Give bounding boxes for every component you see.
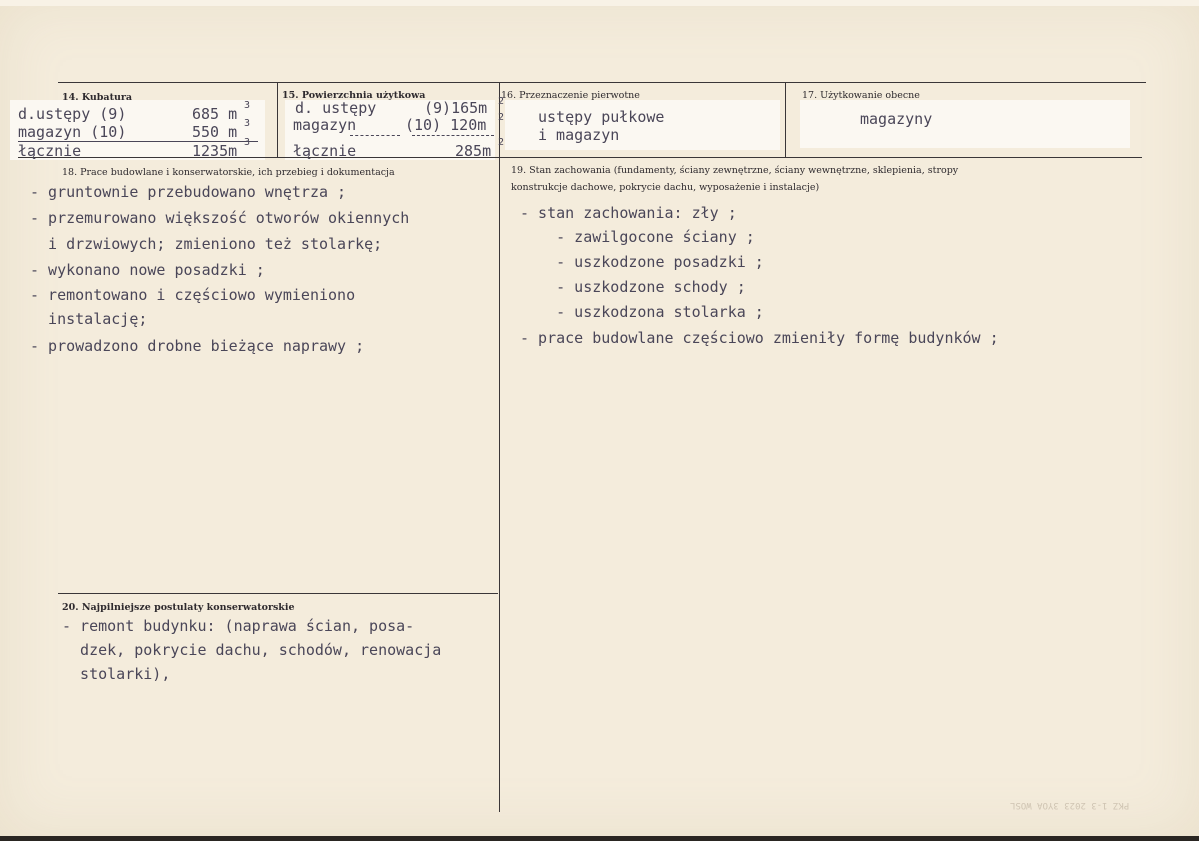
sec16-label: 16. Przeznaczenie pierwotne — [501, 90, 640, 101]
form-line-section20 — [58, 593, 498, 594]
form-vline-main — [499, 82, 500, 812]
sec15-row-sup: 2 — [498, 112, 505, 123]
sec15-row-name: d. ustępy — [295, 99, 377, 117]
sec19-line: - uszkodzone schody ; — [520, 278, 746, 296]
sec14-row-sup: 3 — [244, 118, 251, 129]
sec18-line: instalację; — [30, 310, 148, 328]
sec19-label: konstrukcje dachowe, pokrycie dachu, wyposażenie i instalacje) — [511, 182, 820, 193]
sec15-fill-dashes — [350, 135, 400, 136]
form-vline — [785, 82, 786, 158]
sec19-line: - prace budowlane częściowo zmieniły formę budynków ; — [520, 329, 999, 347]
sec14-label: 14. Kubatura — [62, 92, 133, 103]
sec16-line: ustępy pułkowe — [538, 108, 665, 126]
sec19-line: - zawilgocone ściany ; — [520, 228, 755, 246]
sec18-line: - wykonano nowe posadzki ; — [30, 261, 265, 279]
form-line-row — [18, 157, 1142, 158]
sec14-row-value: 550 m — [192, 123, 238, 141]
card-top-edge — [0, 0, 1199, 6]
sec15-row-value: (9)165m — [424, 99, 488, 117]
sec18-line: - prowadzono drobne bieżące naprawy ; — [30, 337, 365, 355]
sec14-row-value: 1235m — [192, 142, 238, 160]
sec15-label: 15. Powierzchnia użytkowa — [282, 90, 426, 101]
form-line-top — [58, 82, 1146, 83]
sec14-row-name: magazyn (10) — [18, 123, 127, 141]
sec15-row-value: 285m — [455, 142, 492, 160]
sec14-row-sup: 3 — [244, 137, 251, 148]
sec15-row-name: magazyn — [293, 116, 357, 134]
form-vline — [277, 82, 278, 158]
sec14-sum-line — [18, 141, 258, 142]
sec20-line: stolarki), — [62, 665, 171, 683]
sec17-label: 17. Użytkowanie obecne — [802, 90, 920, 101]
sec17-value: magazyny — [860, 110, 933, 128]
sec18-label: 18. Prace budowlane i konserwatorskie, ich przebieg i dokumentacja — [62, 167, 395, 178]
sec15-row-value: (10) 120m — [405, 116, 487, 134]
correction-patch — [800, 100, 1130, 148]
sec15-row-name: łącznie — [293, 142, 357, 160]
sec14-row-sup: 3 — [244, 100, 251, 111]
sec19-line: - uszkodzona stolarka ; — [520, 303, 764, 321]
sec15-row-sup: 2 — [498, 96, 505, 107]
sec15-row-sup: 2 — [498, 137, 505, 148]
sec18-line: - przemurowano większość otworów okiennych — [30, 209, 410, 227]
sec15-fill-dashes — [412, 135, 494, 136]
sec14-row-value: 685 m — [192, 105, 238, 123]
sec14-row-name: d.ustępy (9) — [18, 105, 127, 123]
sec18-line: i drzwiowych; zmieniono też stolarkę; — [30, 235, 383, 253]
sec18-line: - gruntownie przebudowano wnętrza ; — [30, 183, 347, 201]
sec19-line: - stan zachowania: zły ; — [520, 204, 737, 222]
sec20-line: dzek, pokrycie dachu, schodów, renowacja — [62, 641, 442, 659]
sec18-line: - remontowano i częściowo wymieniono — [30, 286, 356, 304]
sec19-label: 19. Stan zachowania (fundamenty, ściany zewnętrzne, ściany wewnętrzne, sklepienia, stropy — [511, 165, 959, 176]
sec20-label: 20. Najpilniejsze postulaty konserwatorskie — [62, 602, 295, 613]
sec16-line: i magazyn — [538, 126, 620, 144]
sec19-line: - uszkodzone posadzki ; — [520, 253, 764, 271]
sec20-line: - remont budynku: (naprawa ścian, posa- — [62, 617, 415, 635]
sec14-row-name: łącznie — [18, 142, 82, 160]
bleed-through-stamp: PKZ 1-3 2023 3YOA WOSL — [1010, 800, 1130, 810]
